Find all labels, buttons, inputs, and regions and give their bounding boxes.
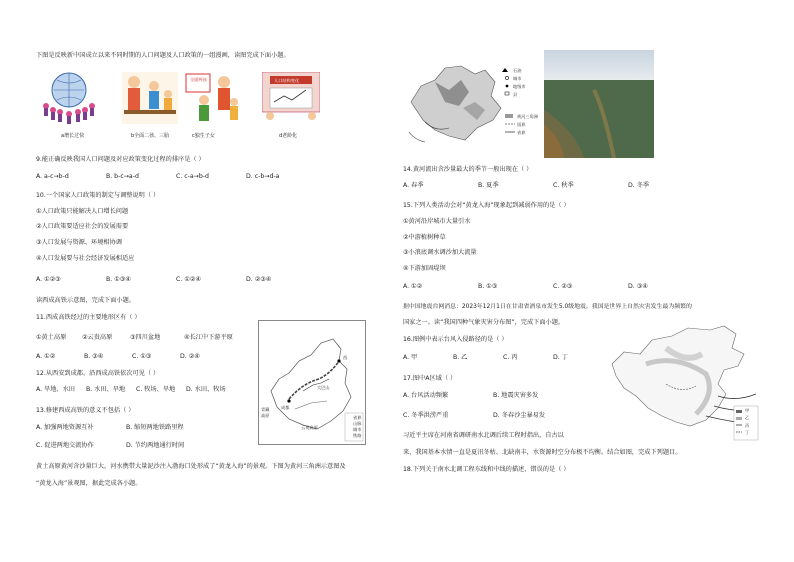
q10-options [36, 276, 271, 284]
xicheng-railway-map [258, 320, 366, 445]
q10-opt-b[interactable]: B. ①③④ [106, 276, 131, 283]
q16-opt-c[interactable]: C. 丙 [503, 354, 518, 361]
cartoon-b [122, 72, 178, 124]
q10-stem: 10.一个国家人口政策的制定与调整说明（ ） [36, 192, 160, 199]
q9-options [36, 173, 279, 181]
q13-stem: 13.修建西成高铁的意义不包括（ ） [36, 407, 135, 414]
map-label-daba: 大巴山 [317, 385, 330, 390]
cartoon-d [262, 72, 320, 124]
map-label-qingzang: 青藏高原 [261, 407, 270, 418]
map-legend-city: 城市 [353, 427, 362, 432]
q12-options [36, 386, 226, 394]
q17-options-row1 [403, 392, 538, 400]
q15-item-1: ①黄河沿岸城市大量引水 [403, 218, 471, 225]
delta-legend-national: 国界 [517, 122, 526, 127]
intro-water-a: 习近平主席在河南省调研南水北调后续工程时指出，自古以 [403, 432, 564, 439]
q15-opt-b[interactable]: B. ①③ [478, 283, 498, 290]
delta-legend-prefecture: 地级市 [513, 84, 526, 89]
q12-stem: 12.从西安到成都，沿西成高铁依次可见（ ） [36, 370, 160, 377]
q15-item-2: ②中游植树种草 [403, 234, 446, 241]
q16-opt-b[interactable]: B. 乙 [453, 354, 468, 361]
q11-opt-a[interactable]: A. ①② [36, 353, 56, 360]
intro-earthquake-a: 据中国地震台网消息：2023年12月1日在甘肃省酒泉市发生5.0级地震。我国是世界上自然灾害发生最为频繁的 [403, 304, 692, 310]
disaster-legend-yi: 乙 [745, 415, 750, 420]
disaster-distribution-map [606, 324, 760, 442]
q15-opt-a[interactable]: A. ①② [403, 283, 423, 290]
q11-item-1: ①黄土高原 [36, 334, 67, 341]
disaster-legend-bing: 丙 [745, 423, 750, 428]
q11-item-4: ④长江中下游平原 [184, 334, 233, 341]
q11-item-2: ②云贵高原 [82, 334, 113, 341]
q10-opt-a[interactable]: A. ①②③ [36, 276, 61, 283]
q13-options-row2 [36, 442, 184, 450]
q9-opt-c[interactable]: C. c-a→b-d [176, 173, 209, 180]
cartoon-c [184, 72, 242, 124]
q12-opt-c[interactable]: C. 牧场、旱地 [136, 386, 176, 393]
q10-opt-d[interactable]: D. ②③④ [246, 276, 272, 283]
q15-item-3: ③小浪底调水调沙加大流量 [403, 249, 477, 256]
q15-opt-d[interactable]: D. ③④ [628, 283, 648, 290]
q11-opt-c[interactable]: C. ①③ [132, 353, 152, 360]
intro-cartoons: 下图是反映新中国成立以来不同时期的人口问题及人口政策的一组漫画，读图完成下面小题。 [36, 52, 290, 59]
q16-opt-d[interactable]: D. 丁 [553, 354, 568, 361]
q10-item-3: ③人口发展与资源、环境相协调 [36, 239, 122, 246]
q9-opt-a[interactable]: A. a-c→b-d [36, 173, 69, 180]
q17-opt-c[interactable]: C. 冬季洪涝严重 [403, 412, 449, 419]
q15-item-4: ④下游加固堤坝 [403, 265, 446, 272]
intro-yellow-river-a: 黄土高原黄河含沙量巨大，河水携带大量泥沙注入渤海口处形成了“黄龙入海”的景观。下图为黄河三角洲示意图及 [36, 463, 346, 470]
q14-opt-d[interactable]: D. 冬季 [628, 182, 650, 189]
q17-opt-d[interactable]: D. 冬春沙尘暴易发 [493, 412, 546, 419]
q11-stem: 11.西成高铁经过的主要地形区有（ ） [36, 314, 141, 321]
q17-opt-a[interactable]: A. 台风活动频繁 [403, 392, 449, 399]
delta-legend-oil: 石油 [513, 68, 522, 73]
q12-opt-d[interactable]: D. 水田、牧场 [186, 386, 226, 393]
q10-item-4: ④人口发展要与社会经济发展相适应 [36, 255, 135, 262]
delta-legend-delta: 黄河三角洲 [517, 114, 538, 119]
q11-options [36, 353, 200, 361]
q16-opt-a[interactable]: A. 甲 [403, 354, 418, 361]
caption-c: c独生子女 [192, 133, 215, 139]
map-legend-railway: 铁路 [353, 433, 362, 438]
intro-yellow-river-b: “黄龙入海”景观图，据此完成各小题。 [36, 480, 142, 487]
q14-opt-c[interactable]: C. 秋季 [553, 182, 574, 189]
caption-d: d老龄化 [279, 133, 298, 139]
yellow-dragon-photo [544, 50, 654, 158]
q15-stem: 15.下列人类活动会对“黄龙入海”现象起到减弱作用的是（ ） [403, 202, 570, 209]
map-label-yungui: 云贵高原 [301, 425, 318, 430]
q14-opt-a[interactable]: A. 春季 [403, 182, 424, 189]
q13-opt-b[interactable]: B. 缩短两地铁路里程 [126, 424, 184, 431]
q10-item-2: ②人口政策要适应社会的发展需要 [36, 223, 129, 230]
intro-railway: 读西成高铁示意图，完成下面小题。 [36, 297, 135, 304]
q13-options-row1 [36, 424, 184, 432]
caption-b: b全面二孩、三胎 [131, 133, 170, 139]
q11-items [36, 334, 233, 342]
q13-opt-c[interactable]: C. 促进两地交流协作 [36, 442, 94, 449]
q14-options [403, 182, 649, 190]
q14-opt-b[interactable]: B. 夏季 [478, 182, 499, 189]
cartoon-d-sign: 人口结构变化 [274, 78, 300, 83]
q17-options-row2 [403, 412, 545, 420]
map-legend-mountain: 山脉 [353, 421, 362, 426]
yellow-river-delta-map [405, 62, 538, 150]
q14-stem: 14.黄河流出含沙量最大的季节一般出现在（ ） [403, 166, 533, 173]
q17-opt-b[interactable]: B. 地震灾害多发 [493, 392, 539, 399]
q13-opt-a[interactable]: A. 加强两地资源互补 [36, 424, 94, 431]
cartoon-c-sign: 全面两孩 [190, 77, 207, 82]
q15-opt-c[interactable]: C. ②③ [553, 283, 573, 290]
intro-water-b: 来，我国基本水情一直是夏汛冬枯、北缺南丰，水资源时空分布极不均衡。结合如图，完成下列题目。 [403, 449, 682, 456]
q12-opt-b[interactable]: B. 水田、旱地 [86, 386, 126, 393]
intro-earthquake-b: 国家之一。读“我国四种气象灾害分布图”，完成下面小题。 [403, 319, 565, 326]
q12-opt-a[interactable]: A. 旱地、水田 [36, 386, 75, 393]
q17-stem: 17.图中A区域（ ） [403, 375, 457, 382]
delta-legend-provincial: 省界 [517, 130, 526, 135]
q9-opt-d[interactable]: D. c-b→d-a [246, 173, 280, 180]
q11-opt-d[interactable]: D. ②④ [180, 353, 200, 360]
q10-item-1: ①人口政策只能解决人口增长问题 [36, 208, 129, 215]
disaster-legend-ding: 丁 [745, 430, 750, 435]
delta-legend-city: 城市 [513, 76, 522, 81]
delta-legend-county: 县 [513, 92, 518, 97]
q9-opt-b[interactable]: B. b-c→a-d [106, 173, 139, 180]
q11-item-3: ③四川盆地 [130, 334, 161, 341]
map-label-xi: 西 [343, 355, 348, 360]
q10-opt-c[interactable]: C. ①②④ [176, 276, 201, 283]
q16-options [403, 354, 568, 362]
map-legend-province: 省界 [353, 415, 362, 420]
caption-a: a增长过快 [61, 133, 85, 139]
q16-stem: 16.图例中表示台风入侵路径的是（ ） [403, 336, 508, 343]
q15-options [403, 283, 648, 291]
disaster-legend-jia: 甲 [745, 408, 750, 413]
map-label-chengdu: 成都 [281, 405, 290, 410]
q11-opt-b[interactable]: B. ③④ [84, 353, 104, 360]
q18-stem: 18.下列关于南水北调工程东线和中线的描述，错误的是（ ） [403, 466, 570, 473]
q9-stem: 9.能正确反映我国人口问题及对应政策变化过程的排序是（ ） [36, 156, 205, 163]
q13-opt-d[interactable]: D. 节约两地通行时间 [126, 442, 185, 449]
cartoon-a [40, 66, 98, 124]
